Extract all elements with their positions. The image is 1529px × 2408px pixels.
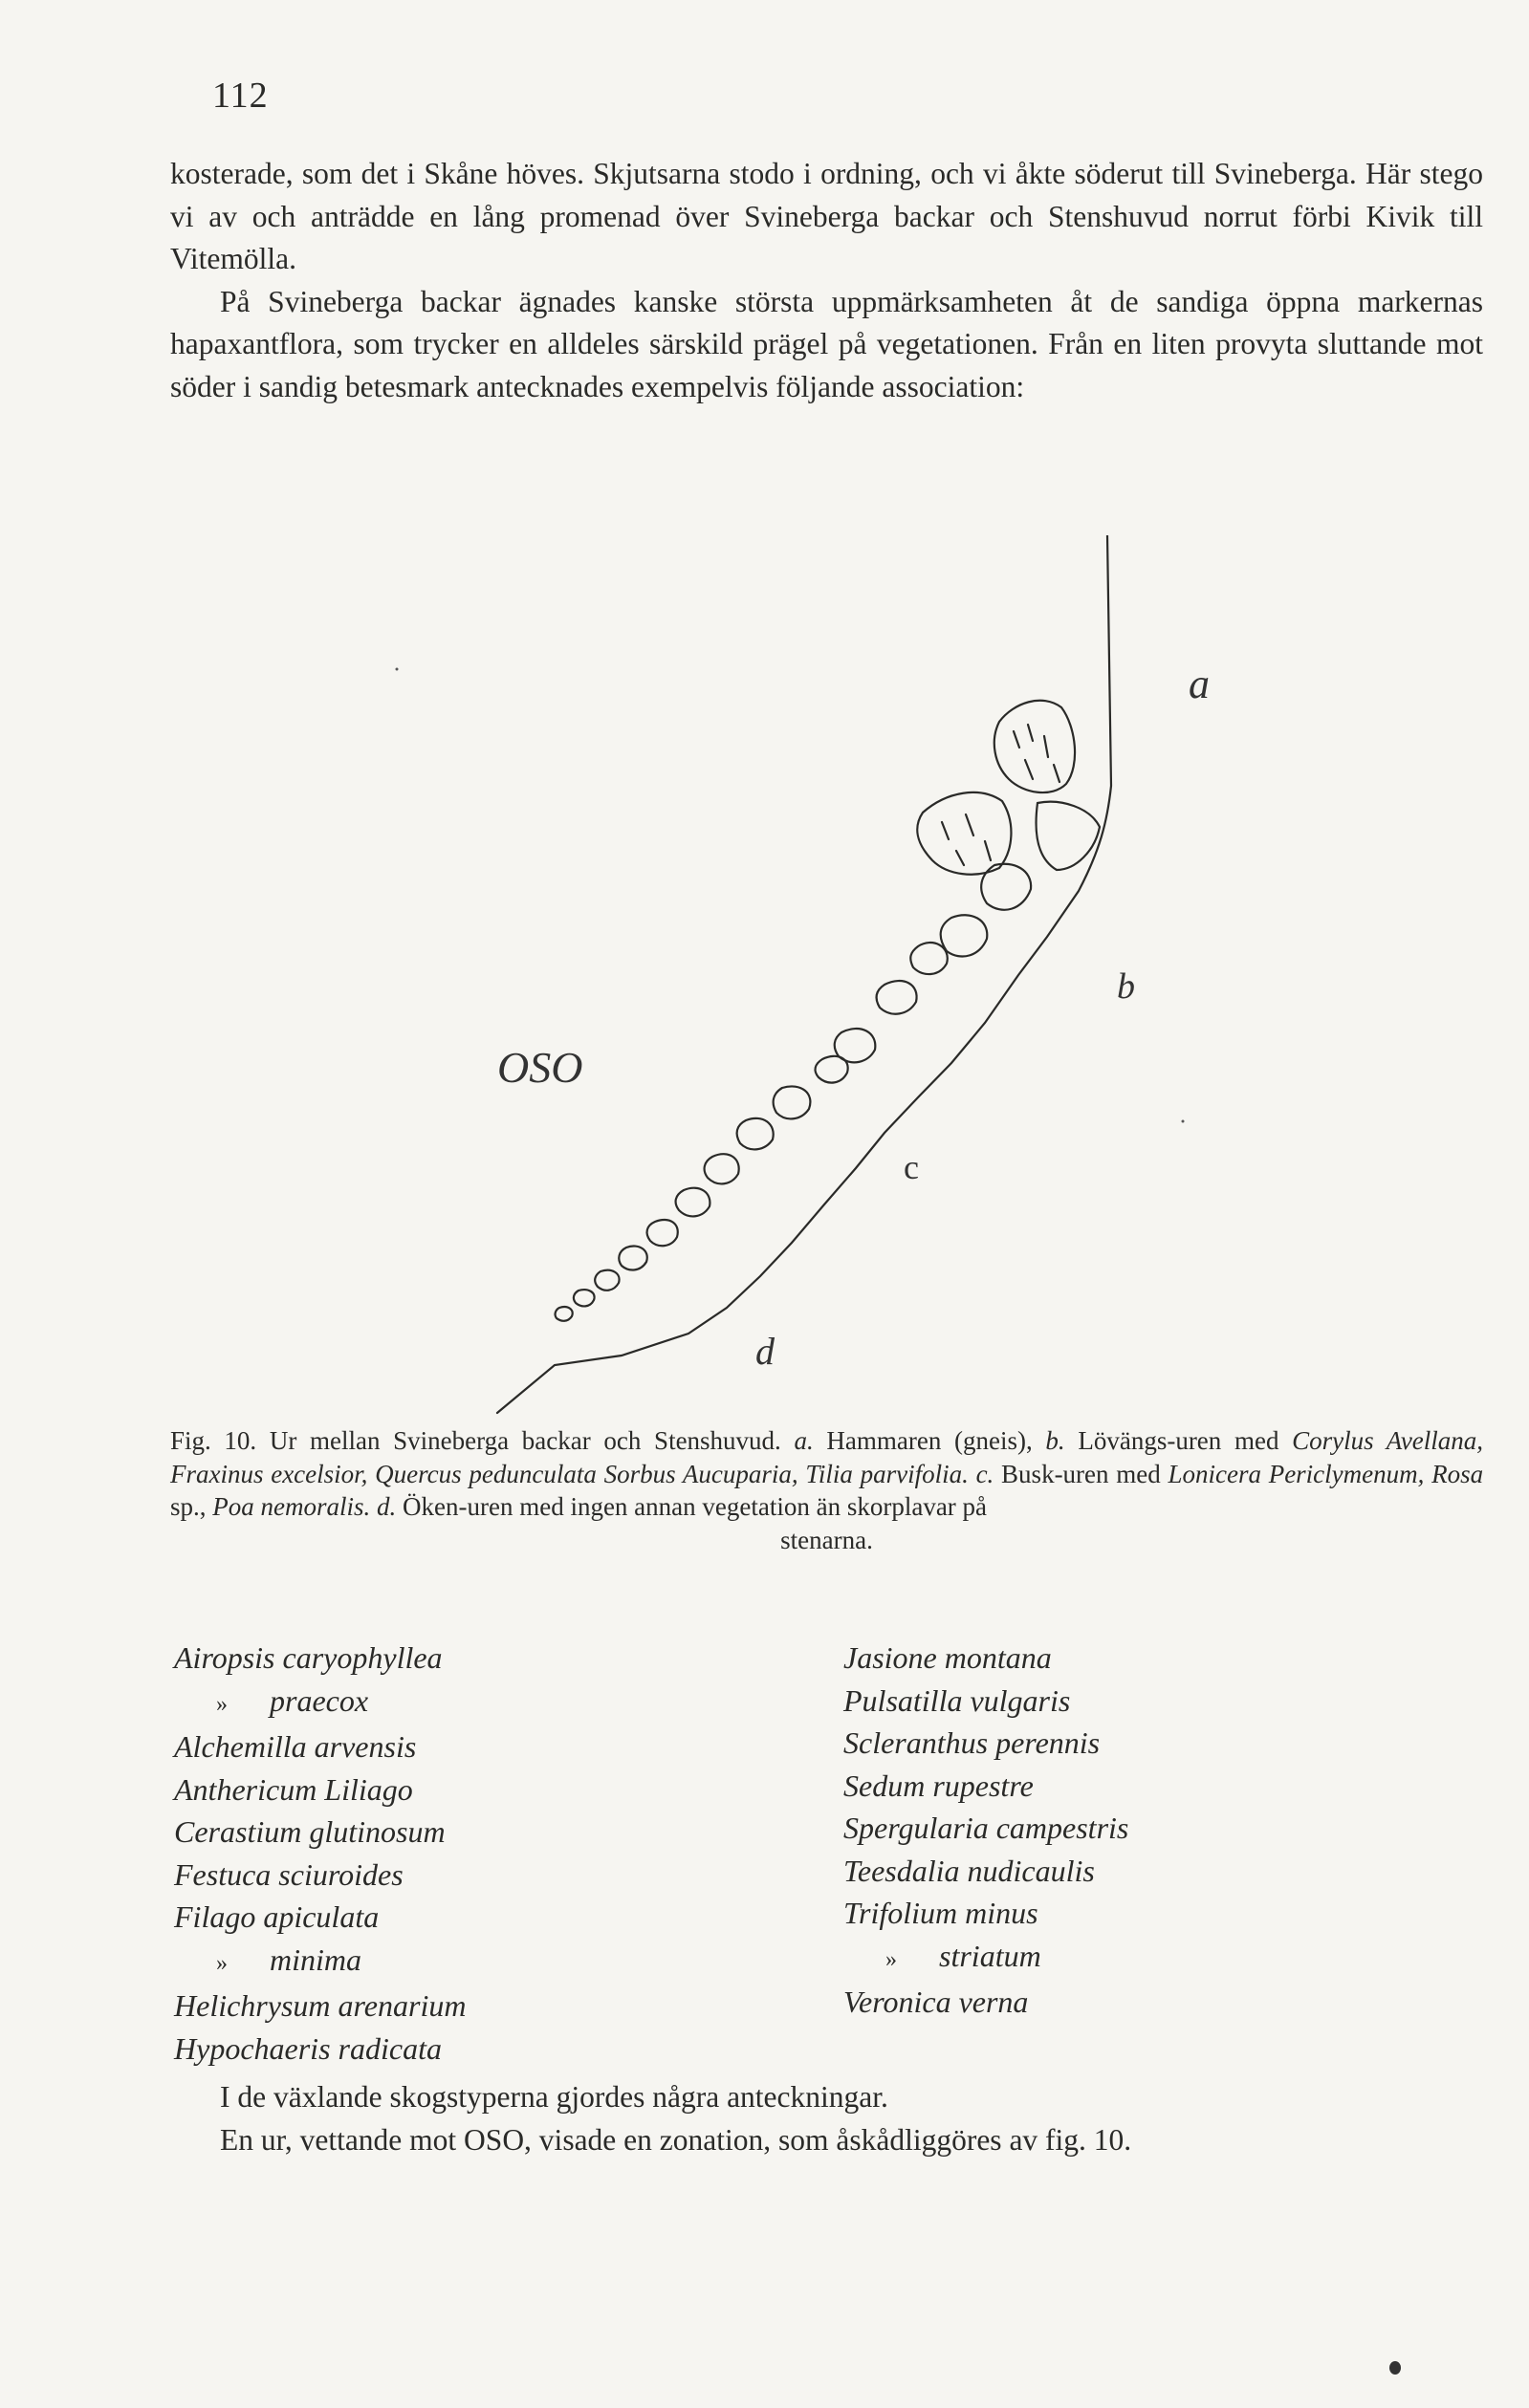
species-name: Jasione montana bbox=[843, 1640, 1052, 1675]
label-b: b bbox=[1117, 966, 1135, 1007]
paragraph: I de växlande skogstyperna gjordes några anteckningar. bbox=[220, 2080, 888, 2114]
caption-fig-number: Fig. 10. bbox=[170, 1426, 257, 1455]
species-item bbox=[843, 1765, 1128, 1808]
caption-species: Corylus Avellana, bbox=[1292, 1426, 1484, 1455]
caption-key-d: d. bbox=[377, 1492, 397, 1521]
species-name: praecox bbox=[270, 1682, 369, 1718]
species-name: Hypochaeris radicata bbox=[174, 2030, 442, 2066]
species-item bbox=[174, 1725, 466, 1768]
species-name: Trifolium minus bbox=[843, 1896, 1038, 1930]
body-text-bottom bbox=[170, 2076, 1483, 2161]
slope-diagram bbox=[0, 535, 1529, 1415]
label-d: d bbox=[755, 1330, 775, 1373]
species-item bbox=[843, 1850, 1128, 1893]
caption-text-b: Lövängs-uren med bbox=[1078, 1426, 1279, 1455]
species-item bbox=[843, 1935, 1128, 1982]
caption-text-d: Öken-uren med ingen annan vegetation än skorplavar på bbox=[403, 1492, 988, 1521]
body-text-top bbox=[170, 153, 1483, 408]
ditto-mark: » bbox=[885, 1946, 897, 1972]
ditto-mark: » bbox=[216, 1691, 228, 1717]
tree-crown bbox=[994, 701, 1075, 792]
caption-species: Sorbus Aucuparia, bbox=[603, 1459, 798, 1488]
species-item bbox=[843, 1807, 1128, 1850]
species-name: Sedum rupestre bbox=[843, 1768, 1034, 1803]
caption-species: Poa nemoralis. bbox=[212, 1492, 371, 1521]
species-name: Teesdalia nudicaulis bbox=[843, 1853, 1095, 1888]
figure-caption bbox=[170, 1424, 1483, 1556]
species-name: Festuca sciuroides bbox=[174, 1856, 404, 1892]
species-item bbox=[174, 1768, 466, 1811]
caption-text: sp., bbox=[170, 1492, 207, 1521]
paragraph: kosterade, som det i Skåne höves. Skjutsarna stodo i ordning, och vi åkte söderut till Svineberga. Här stego vi av och anträdde en lång promenad över Svineberga backar och Stenshuvud norrut förbi Kivik till Vitemölla. bbox=[170, 157, 1483, 275]
caption-species: Rosa bbox=[1431, 1459, 1484, 1488]
species-item bbox=[174, 2028, 466, 2071]
species-list-left bbox=[174, 1637, 466, 2070]
species-name: Veronica verna bbox=[843, 1985, 1029, 2019]
ink-speck bbox=[1389, 2361, 1401, 2375]
tree-crown bbox=[917, 792, 1011, 875]
species-name: Scleranthus perennis bbox=[843, 1725, 1101, 1760]
species-name: Spergularia campestris bbox=[843, 1811, 1129, 1845]
species-name: Anthericum Liliago bbox=[174, 1771, 413, 1807]
species-name: Helichrysum arenarium bbox=[174, 1988, 467, 2023]
species-name: Cerastium glutinosum bbox=[174, 1814, 446, 1849]
figure-10 bbox=[0, 535, 1529, 1415]
species-item bbox=[843, 1722, 1128, 1765]
caption-text-d-end: stenarna. bbox=[780, 1525, 873, 1554]
species-name: striatum bbox=[939, 1938, 1041, 1973]
species-name: Filago apiculata bbox=[174, 1899, 380, 1934]
species-item bbox=[843, 1981, 1128, 2024]
caption-key-a: a. bbox=[794, 1426, 814, 1455]
caption-key-c: c. bbox=[975, 1459, 994, 1488]
caption-key-b: b. bbox=[1045, 1426, 1065, 1455]
species-item bbox=[843, 1637, 1128, 1680]
species-item bbox=[174, 1680, 466, 1726]
species-item bbox=[174, 1811, 466, 1854]
caption-species: Fraxinus excelsior, bbox=[170, 1459, 368, 1488]
species-item bbox=[174, 1896, 466, 1939]
caption-text-a: Hammaren (gneis), bbox=[826, 1426, 1033, 1455]
label-oso: OSO bbox=[497, 1043, 583, 1092]
ditto-mark: » bbox=[216, 1950, 228, 1976]
paragraph: På Svineberga backar ägnades kanske största uppmärksamheten åt de sandiga öppna markernas hapaxantflora, som trycker en alldeles särskild prägel på vegetationen. Från en liten provyta sluttande mot söder i sandig betesmark antecknades exempelvis följande association: bbox=[170, 284, 1483, 403]
caption-intro: Ur mellan Svineberga backar och Stenshuvud. bbox=[269, 1426, 781, 1455]
species-item bbox=[843, 1892, 1128, 1935]
species-item bbox=[174, 1939, 466, 1985]
caption-species: Lonicera Periclymenum, bbox=[1168, 1459, 1425, 1488]
species-list-right bbox=[843, 1637, 1128, 2024]
shrub bbox=[941, 915, 988, 956]
species-item bbox=[843, 1680, 1128, 1723]
species-item bbox=[174, 1985, 466, 2028]
species-name: minima bbox=[270, 1942, 361, 1977]
caption-text-c: Busk-uren med bbox=[1001, 1459, 1161, 1488]
label-c: c bbox=[904, 1148, 919, 1186]
page-number: 112 bbox=[212, 76, 269, 116]
tree-crown bbox=[1037, 802, 1100, 870]
species-item bbox=[174, 1854, 466, 1897]
cliff-line bbox=[497, 535, 1111, 1413]
species-name: Pulsatilla vulgaris bbox=[843, 1682, 1071, 1718]
caption-species: Quercus pedunculata bbox=[375, 1459, 597, 1488]
species-name: Alchemilla arvensis bbox=[174, 1729, 417, 1764]
label-a: a bbox=[1189, 661, 1210, 707]
paragraph: En ur, vettande mot OSO, visade en zonation, som åskådliggöres av fig. 10. bbox=[220, 2122, 1132, 2157]
species-name: Airopsis caryophyllea bbox=[174, 1640, 443, 1675]
caption-species: Tilia parvifolia. bbox=[805, 1459, 969, 1488]
species-item bbox=[174, 1637, 466, 1680]
shrub bbox=[981, 864, 1031, 910]
